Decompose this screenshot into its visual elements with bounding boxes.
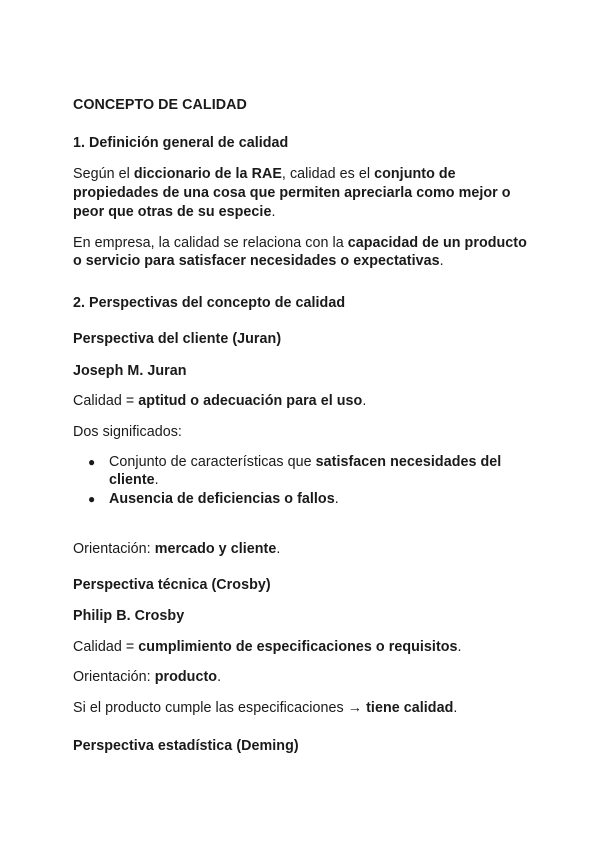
crosby-orientation: Orientación: producto. xyxy=(73,669,222,685)
section-1-heading: 1. Definición general de calidad xyxy=(73,135,289,151)
bullet-icon: ● xyxy=(88,492,96,506)
business-paragraph-line-1: En empresa, la calidad se relaciona con la capacidad de un producto xyxy=(73,235,527,251)
document-title: CONCEPTO DE CALIDAD xyxy=(73,97,247,113)
bullet-icon: ● xyxy=(88,455,96,469)
definition-paragraph-line-1: Según el diccionario de la RAE, calidad es el conjunto de xyxy=(73,166,456,182)
business-paragraph-line-2: o servicio para satisfacer necesidades o expectativas. xyxy=(73,253,444,269)
bullet-1-line-1: Conjunto de características que satisfacen necesidades del xyxy=(109,454,502,470)
crosby-rule: Si el producto cumple las especificaciones → tiene calidad. xyxy=(73,700,458,716)
juran-name: Joseph M. Juran xyxy=(73,363,187,379)
definition-paragraph-line-3: peor que otras de su especie. xyxy=(73,204,276,220)
bullet-1-line-2: cliente. xyxy=(109,472,159,488)
section-2-heading: 2. Perspectivas del concepto de calidad xyxy=(73,295,346,311)
crosby-definition: Calidad = cumplimiento de especificaciones o requisitos. xyxy=(73,639,462,655)
bullet-2: Ausencia de deficiencias o fallos. xyxy=(109,491,339,507)
crosby-heading: Perspectiva técnica (Crosby) xyxy=(73,577,271,593)
juran-meanings-intro: Dos significados: xyxy=(73,424,182,440)
juran-definition: Calidad = aptitud o adecuación para el uso. xyxy=(73,393,367,409)
definition-paragraph-line-2: propiedades de una cosa que permiten apreciarla como mejor o xyxy=(73,185,511,201)
crosby-name: Philip B. Crosby xyxy=(73,608,185,624)
juran-orientation: Orientación: mercado y cliente. xyxy=(73,541,281,557)
deming-heading: Perspectiva estadística (Deming) xyxy=(73,738,299,754)
juran-heading: Perspectiva del cliente (Juran) xyxy=(73,331,282,347)
